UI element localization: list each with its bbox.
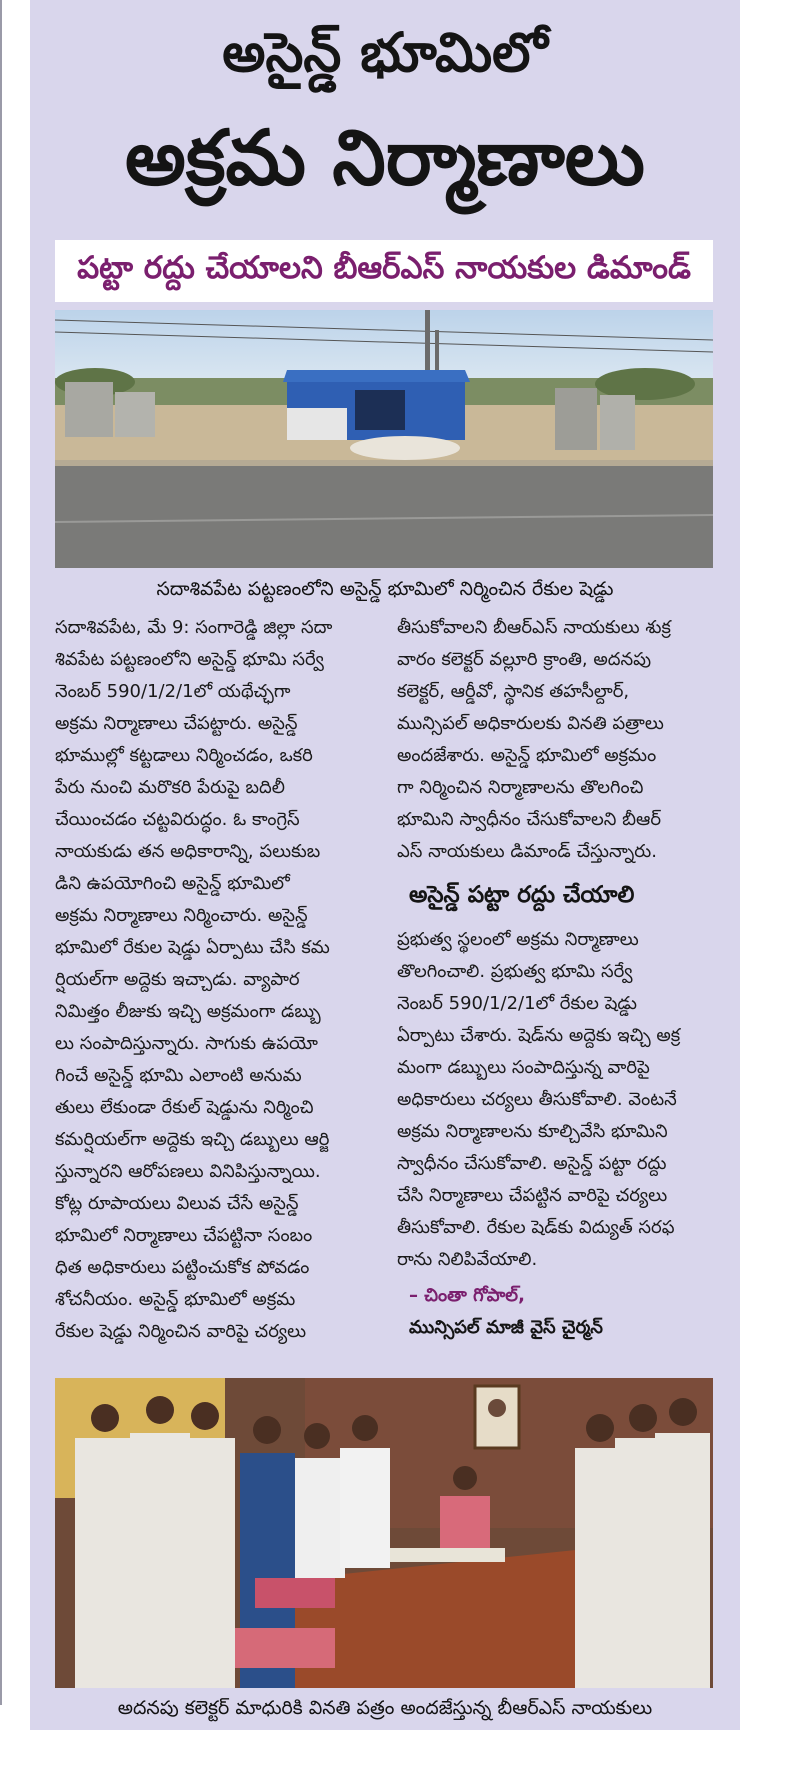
meeting-photo xyxy=(55,1378,713,1688)
right-top-line: కలెక్టర్, ఆర్డీవో, స్థానిక తహసీల్దార్, xyxy=(397,681,630,702)
headline-line-1: అసైన్డ్ భూమిలో xyxy=(222,20,548,84)
right-bottom-line: తీసుకోవాలి. రేకుల షెడ్‌కు విద్యుత్ సరఫ xyxy=(397,1217,675,1238)
article-right-column xyxy=(397,612,725,1344)
right-bottom-line: అక్రమ నిర్మాణాలను కూల్చివేసి భూమిని xyxy=(397,1121,668,1142)
right-bottom-line: ఏర్పాటు చేశారు. షెడ్‌ను అద్దెకు ఇచ్చి అక్ర xyxy=(397,1025,681,1046)
shed-photo-caption: సదాశివపేట పట్టణంలోని అసైన్డ్ భూమిలో నిర్మించిన రేకుల షెడ్డు xyxy=(156,578,614,600)
right-bottom-line: స్వాధీనం చేసుకోవాలి. అసైన్డ్ పట్టా రద్దు xyxy=(397,1153,667,1174)
left-line: డిని ఉపయోగించి అసైన్డ్ భూమిలో xyxy=(55,873,290,894)
left-line: అక్రమ నిర్మాణాలు చేపట్టారు. అసైన్డ్ xyxy=(55,713,298,734)
left-line: చేయించడం చట్టవిరుద్ధం. ఓ కాంగ్రెస్ xyxy=(55,809,300,830)
left-line: భూమిలో నిర్మాణాలు చేపట్టినా సంబం xyxy=(55,1225,313,1246)
right-top-line: తీసుకోవాలని బీఆర్ఎస్ నాయకులు శుక్ర xyxy=(397,617,671,638)
left-line: గించే అసైన్డ్ భూమి ఎలాంటి అనుమ xyxy=(55,1065,302,1086)
right-top-line: గా నిర్మించిన నిర్మాణాలను తొలగించి xyxy=(397,777,644,798)
left-line: అక్రమ నిర్మాణాలు నిర్మించారు. అసైన్డ్ xyxy=(55,905,308,926)
left-line: కోట్ల రూపాయలు విలువ చేసే అసైన్డ్ xyxy=(55,1193,299,1214)
column-rule xyxy=(0,0,2,1705)
right-bottom-line: చేసి నిర్మాణాలు చేపట్టిన వారిపై చర్యలు xyxy=(397,1185,668,1206)
left-line: నాయకుడు తన అధికారాన్ని, పలుకుబ xyxy=(55,841,321,862)
right-top-line: వారం కలెక్టర్ వల్లూరి క్రాంతి, అదనపు xyxy=(397,649,652,670)
quote-attribution-name: – చింతా గోపాల్, xyxy=(409,1285,525,1306)
news-clipping xyxy=(30,0,740,1730)
right-top-line: ఎస్ నాయకులు డిమాండ్ చేస్తున్నారు. xyxy=(397,841,657,862)
right-bottom-line: మంగా డబ్బులు సంపాదిస్తున్న వారిపై xyxy=(397,1057,650,1078)
left-line: రేకుల షెడ్డు నిర్మించిన వారిపై చర్యలు xyxy=(55,1321,307,1342)
subheadline: పట్టా రద్దు చేయాలని బీఆర్ఎస్ నాయకుల డిమాండ్ xyxy=(77,249,691,286)
left-line: భూమిలో రేకుల షెడ్డు ఏర్పాటు చేసి కమ xyxy=(55,937,330,958)
right-bottom-line: ప్రభుత్వ స్థలంలో అక్రమ నిర్మాణాలు xyxy=(397,929,639,950)
left-line: లు సంపాదిస్తున్నారు. సాగుకు ఉపయో xyxy=(55,1033,318,1054)
left-line: ధిత అధికారులు పట్టించుకోక పోవడం xyxy=(55,1257,310,1278)
headline-line-2: అక్రమ నిర్మాణాలు xyxy=(125,113,645,202)
meeting-photo-caption: అదనపు కలెక్టర్ మాధురికి వినతి పత్రం అందజేస్తున్న బీఆర్ఎస్ నాయకులు xyxy=(117,1697,653,1719)
article-body-left xyxy=(55,612,383,1348)
left-line: శోచనీయం. అసైన్డ్ భూమిలో అక్రమ xyxy=(55,1289,296,1310)
left-line: సదాశివపేట, మే 9: సంగారెడ్డి జిల్లా సదా xyxy=(55,617,333,638)
left-line: శివపేట పట్టణంలోని అసైన్డ్ భూమి సర్వే xyxy=(55,649,324,670)
left-line: నెంబర్ 590/1/2/1లో యథేచ్ఛగా xyxy=(55,681,291,702)
left-line: పేరు నుంచి మరొకరి పేరుపై బదిలీ xyxy=(55,777,285,798)
article-body-right-top xyxy=(397,612,725,868)
left-line: స్తున్నారని ఆరోపణలు వినిపిస్తున్నాయి. xyxy=(55,1161,321,1182)
shed-photo xyxy=(55,310,713,568)
right-bottom-line: నెంబర్ 590/1/2/1లో రేకుల షెడ్డు xyxy=(397,993,637,1014)
section-heading: అసైన్డ్ పట్టా రద్దు చేయాలి xyxy=(409,882,635,908)
right-top-line: భూమిని స్వాధీనం చేసుకోవాలని బీఆర్ xyxy=(397,809,661,830)
right-top-line: మున్సిపల్ అధికారులకు వినతి పత్రాలు xyxy=(397,713,664,734)
left-line: భూముల్లో కట్టడాలు నిర్మించడం, ఒకరి xyxy=(55,745,313,766)
left-line: నిమిత్తం లీజుకు ఇచ్చి అక్రమంగా డబ్బు xyxy=(55,1001,321,1022)
article-left-column xyxy=(55,612,383,1348)
left-line: తులు లేకుండా రేకుల్ షెడ్డును నిర్మించి xyxy=(55,1097,314,1118)
right-bottom-line: రాను నిలిపివేయాలి. xyxy=(397,1249,538,1270)
article-body-right-bottom xyxy=(397,924,725,1276)
right-bottom-line: అధికారులు చర్యలు తీసుకోవాలి. వెంటనే xyxy=(397,1089,677,1110)
subheadline-box xyxy=(55,240,713,302)
left-line: ర్షియల్‌గా అద్దెకు ఇచ్చాడు. వ్యాపార xyxy=(55,969,300,990)
right-top-line: అందజేశారు. అసైన్డ్ భూమిలో అక్రమం xyxy=(397,745,657,766)
right-bottom-line: తొలగించాలి. ప్రభుత్వ భూమి సర్వే xyxy=(397,961,633,982)
quote-attribution-role: మున్సిపల్ మాజీ వైస్ చైర్మన్ xyxy=(409,1317,603,1338)
left-line: కమర్షియల్‌గా అద్దెకు ఇచ్చి డబ్బులు ఆర్జి xyxy=(55,1129,330,1150)
